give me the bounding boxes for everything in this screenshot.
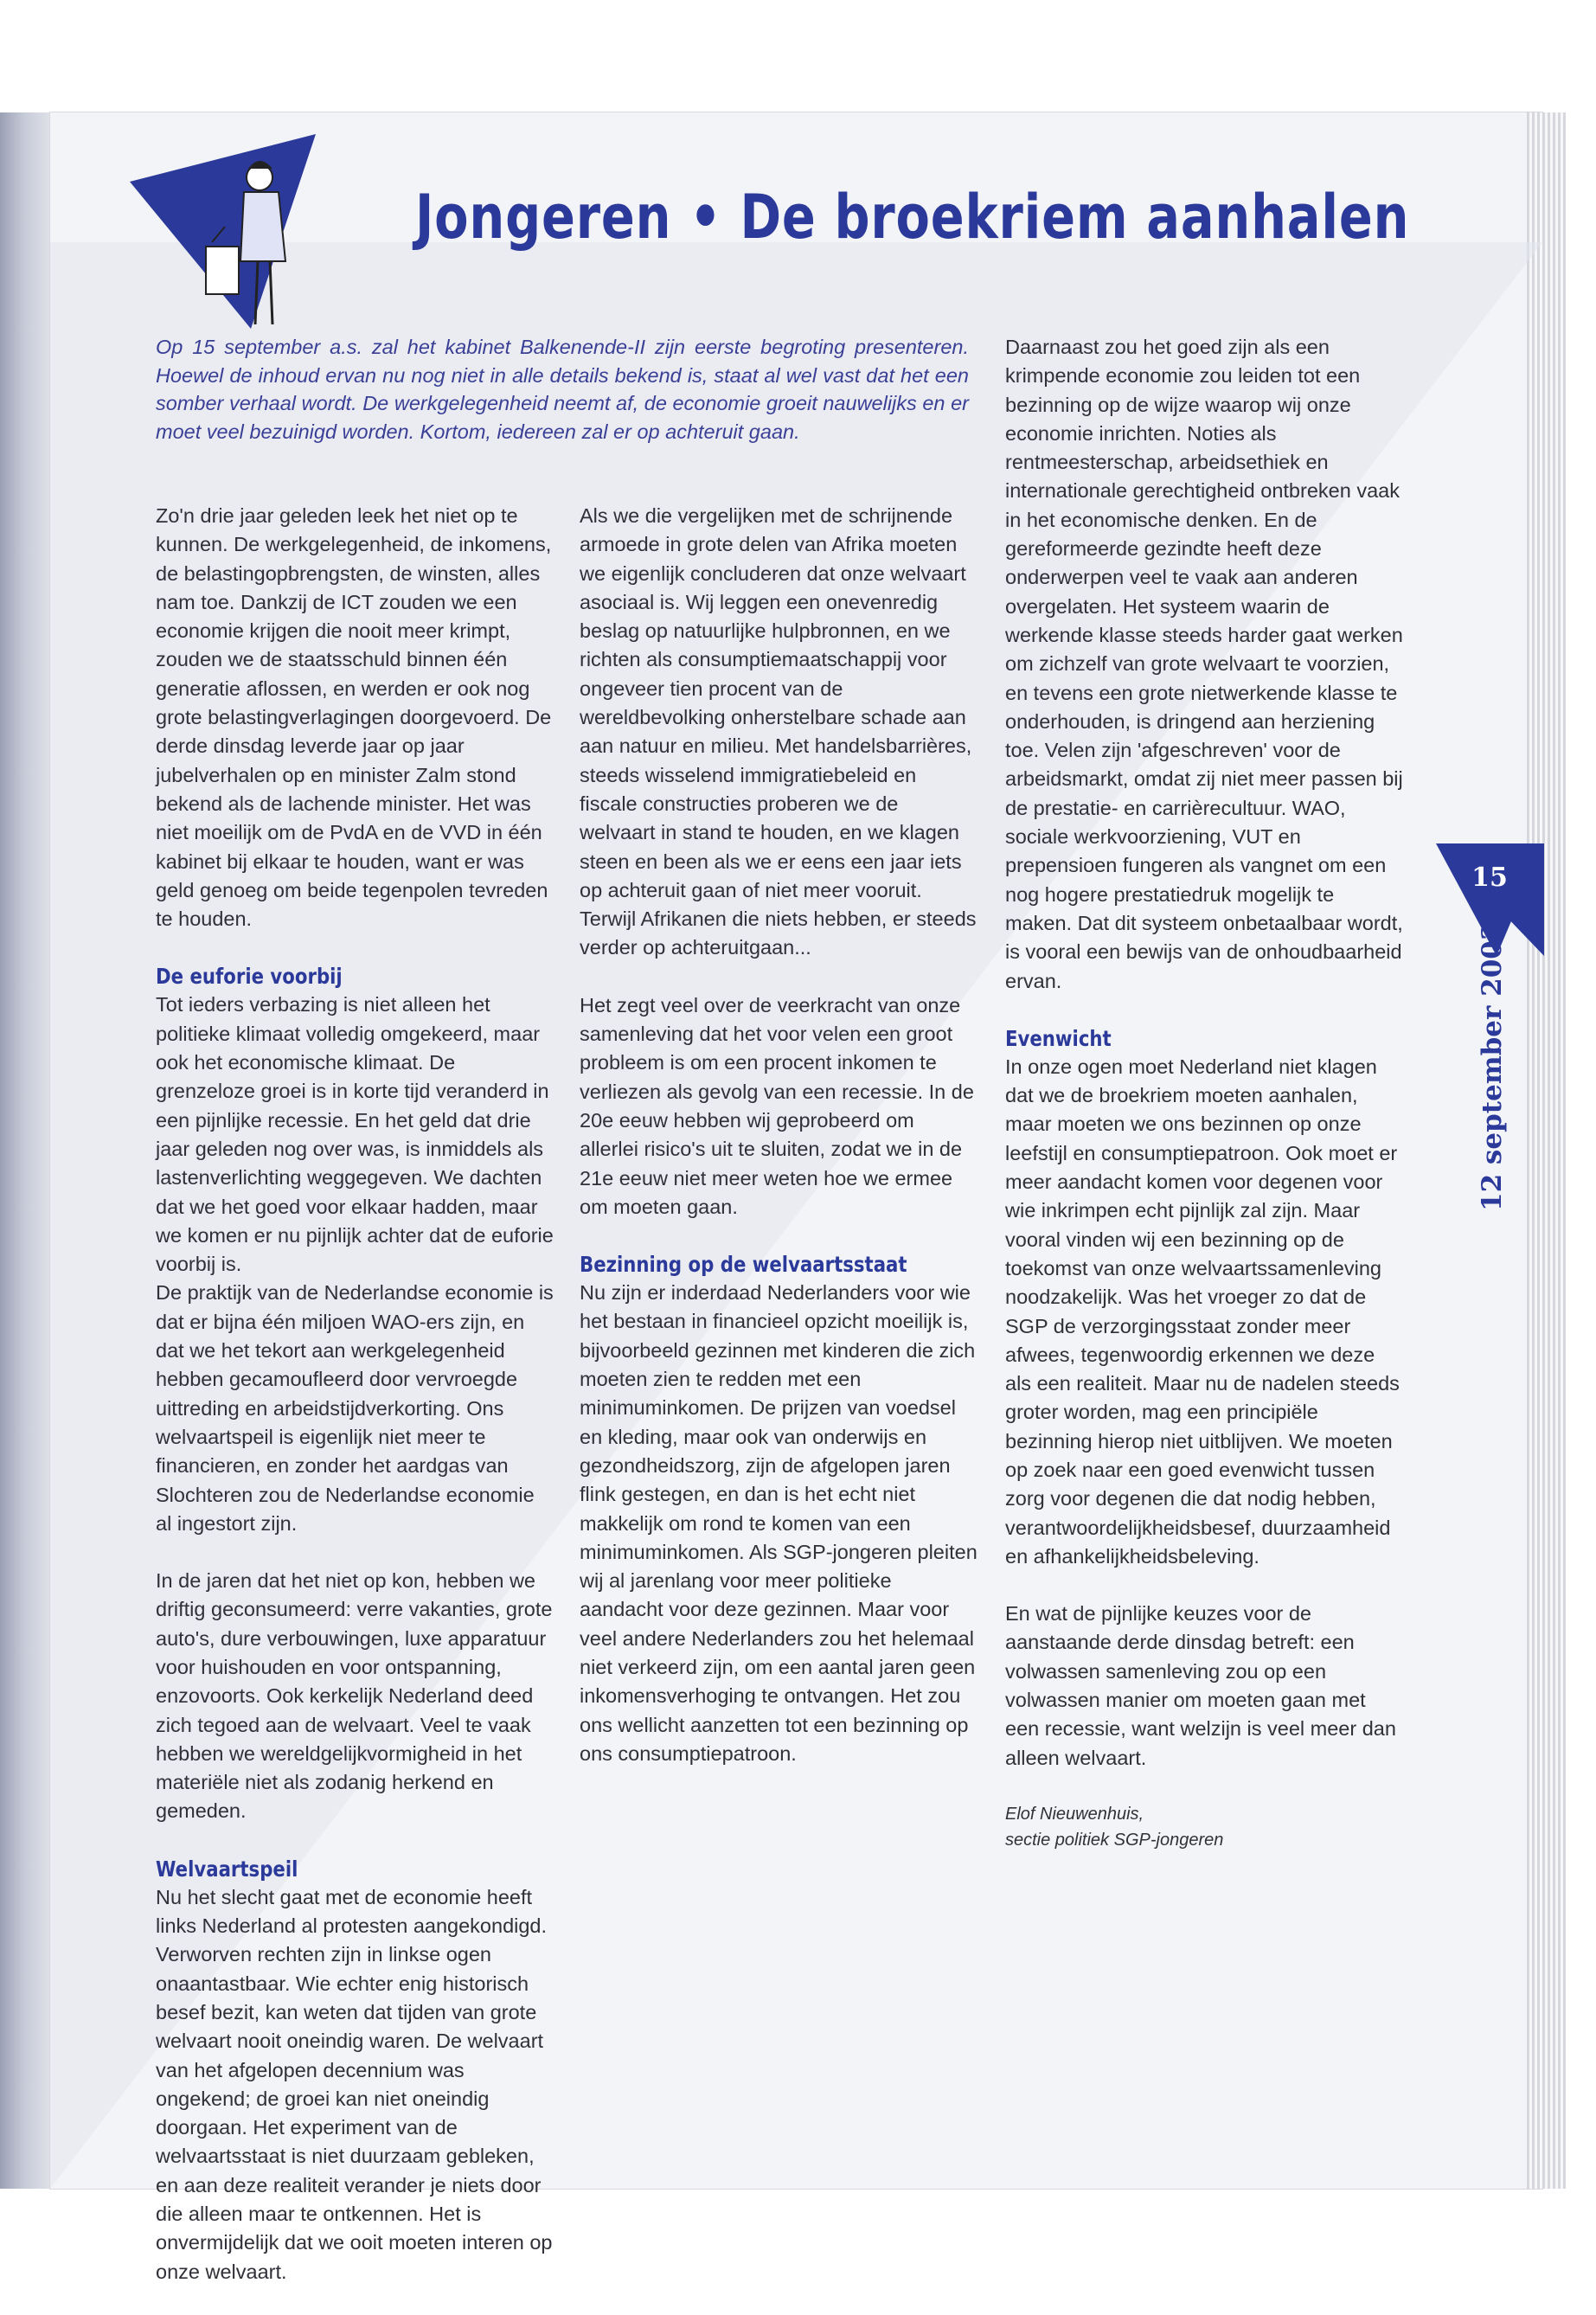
issue-date: 12 september 2003: [1477, 921, 1508, 1211]
paragraph: Daarnaast zou het goed zijn als een krimpende economie zou leiden tot een bezinning op de wijze waarop wij onze economie inrichten. Noties als rentmeesterschap, arbeidsethiek en internationale gerechtigheid ontbreken vaak in het economische denken. En de gereformeerde gezindte heeft deze onderwerpen veel te vaak aan anderen overgelaten. Het systeem waarin de werkende klasse steeds harder gaat werken om zichzelf van grote welvaart te voorzien, en tevens een grote nietwerkende klasse te onderhouden, is dringend aan herziening toe. Velen zijn 'afgeschreven' voor de arbeidsmarkt, omdat zij niet meer passen bij de prestatie- en carrièrecultuur. WAO, sociale werkvoorziening, VUT en prepensioen fungeren als vangnet om een nog hogere prestatiedruk mogelijk te maken. Dat dit systeem onbetaalbaar wordt, is vooral een bewijs van de onhoudbaarheid ervan.: [1005, 336, 1403, 992]
article-intro: Op 15 september a.s. zal het kabinet Balkenende-II zijn eerste begroting presenteren. Hoewel de inhoud ervan nu nog niet in alle details bekend is, staat al wel vast dat het een somber verhaal wordt. De werkgelegenheid neemt af, de economie groeit nauwelijks en er moet veel bezuinigd worden. Kortom, iedereen zal er op achteruit gaan.: [156, 336, 969, 443]
section-heading: Bezinning op de welvaartsstaat: [580, 1252, 907, 1278]
column-3: [1005, 333, 1403, 1853]
author-affiliation: sectie politiek SGP-jongeren: [1005, 1830, 1224, 1850]
section-heading: Evenwicht: [1005, 1025, 1112, 1051]
paragraph: De praktijk van de Nederlandse economie is dat er bijna één miljoen WAO-ers zijn, en dat we het tekort aan werkgelegenheid hebben gecamoufleerd door vervroegde uittreding en arbeidstijdverkorting. Ons welvaartspeil is eigenlijk niet meer te financieren, en zonder het aardgas van Slochteren zou de Nederlandse economie al ingestort zijn.: [156, 1281, 554, 1535]
paragraph: In de jaren dat het niet op kon, hebben we driftig geconsumeerd: verre vakanties, grote auto's, dure verbouwingen, luxe apparatuur voor huishouden en voor ontspanning, enzovoorts. Ook kerkelijk Nederland deed zich tegoed aan de welvaart. Veel te vaak hebben we wereldgelijkvormigheid in het materiële niet als zodanig herkend en gemeden.: [156, 1569, 553, 1823]
section-heading: Welvaartspeil: [156, 1856, 298, 1882]
paragraph: Het zegt veel over de veerkracht van onze samenleving dat het voor velen een groot probleem is om een procent inkomen te verliezen als gevolg van een recessie. In de 20e eeuw hebben wij geprobeerd om allerlei risico's uit te sluiten, zodat we in de 21e eeuw niet meer weten hoe we ermee om moeten gaan.: [580, 993, 974, 1218]
paragraph: In onze ogen moet Nederland niet klagen dat we de broekriem moeten aanhalen, maar moeten we ons bezinnen op onze leefstijl en consumptiepatroon. Ook moet er meer aandacht komen voor degenen voor wie inkrimpen echt pijnlijk zal zijn. Maar vooral vinden wij een bezinning op de toekomst van onze welvaartssamenleving noodzakelijk. Was het vroeger zo dat de SGP de verzorgingsstaat zonder meer afwees, tegenwoordig erkennen we deze als een realiteit. Maar nu de nadelen steeds groter worden, mag een principiële bezinning hierop niet uitblijven. We moeten op zoek naar een goed evenwicht tussen zorg voor degenen die dat nodig hebben, verantwoordelijkheidsbesef, duurzaamheid en afhankelijkheidsbeleving.: [1005, 1055, 1400, 1568]
page-number: 15: [1471, 863, 1508, 893]
paragraph: Tot ieders verbazing is niet alleen het politieke klimaat volledig omgekeerd, maar ook het economische klimaat. De grenzeloze groei is in korte tijd veranderd in een pijnlijke recessie. En het geld dat drie jaar geleden nog over was, is inmiddels als lastenverlichting weggegeven. We dachten dat we het goed voor elkaar hadden, maar we komen er nu pijnlijk achter dat de euforie voorbij is.: [156, 993, 554, 1276]
column-2: [580, 502, 977, 1797]
paragraph: Nu het slecht gaat met de economie heeft links Nederland al protesten aangekondigd. Verworven rechten zijn in linkse ogen onaantastbaar. Wie echter enig historisch besef bezit, kan weten dat tijden van grote welvaart nooit oneindig waren. De welvaart van het afgelopen decennium was ongekend; de groei kan niet oneindig doorgaan. Het experiment van de welvaartsstaat is niet duurzaam gebleken, en aan deze realiteit verander je niets door die alleen maar te ontkennen. Het is onvermijdelijk dat we ooit moeten interen op onze welvaart.: [156, 1885, 553, 2283]
paragraph: En wat de pijnlijke keuzes voor de aanstaande derde dinsdag betreft: een volwassen samenleving zou op een volwassen manier om moeten gaan met een recessie, want welzijn is veel meer dan alleen welvaart.: [1005, 1602, 1396, 1769]
author-name: Elof Nieuwenhuis,: [1005, 1804, 1144, 1824]
column-1: [156, 502, 554, 2315]
speaker-logo-icon: [130, 130, 329, 329]
paragraph: Als we die vergelijken met de schrijnende armoede in grote delen van Afrika moeten we eigenlijk concluderen dat onze welvaart asociaal is. Wij leggen een onevenredig beslag op natuurlijke hulpbronnen, en we richten als consumptiemaatschappij voor ongeveer tien procent van de wereldbevolking onherstelbare schade aan aan natuur en milieu. Met handelsbarrières, steeds wisselend immigratiebeleid en fiscale constructies proberen we de welvaart in stand te houden, en we klagen steen en been als we er eens een jaar iets op achteruit gaan of niet meer vooruit. Terwijl Afrikanen die niets hebben, er steeds verder op achteruitgaan...: [580, 504, 977, 959]
section-heading: De euforie voorbij: [156, 964, 343, 990]
article-title: Jongeren • De broekriem aanhalen: [415, 182, 1410, 253]
paragraph: Zo'n drie jaar geleden leek het niet op te kunnen. De werkgelegenheid, de inkomens, de belastingopbrengsten, de winsten, alles nam toe. Dankzij de ICT zouden we een economie krijgen die nooit meer krimpt, zouden we de staatsschuld binnen één generatie aflossen, en werden er ook nog grote belastingverlagingen doorgevoerd. De derde dinsdag leverde jaar op jaar jubelverhalen op en minister Zalm stond bekend als de lachende minister. Het was niet moeilijk om de PvdA en de VVD in één kabinet bij elkaar te houden, want er was geld genoeg om beide tegenpolen tevreden te houden.: [156, 504, 552, 931]
paragraph: Nu zijn er inderdaad Nederlanders voor wie het bestaan in financieel opzicht moeilijk is, bijvoorbeeld gezinnen met kinderen die zich moeten zien te redden met een minimuminkomen. De prijzen van voedsel en kleding, maar ook van onderwijs en gezondheidszorg, zijn de afgelopen jaren flink gestegen, en dan is het echt niet makkelijk om rond te komen van een minimuminkomen. Als SGP-jongeren pleiten wij al jarenlang voor meer politieke aandacht voor deze gezinnen. Maar voor veel andere Nederlanders zou het helemaal niet verkeerd zijn, om een aantal jaren geen inkomensverhoging te ontvangen. Het zou ons wellicht aanzetten tot een bezinning op ons consumptiepatroon.: [580, 1281, 977, 1765]
